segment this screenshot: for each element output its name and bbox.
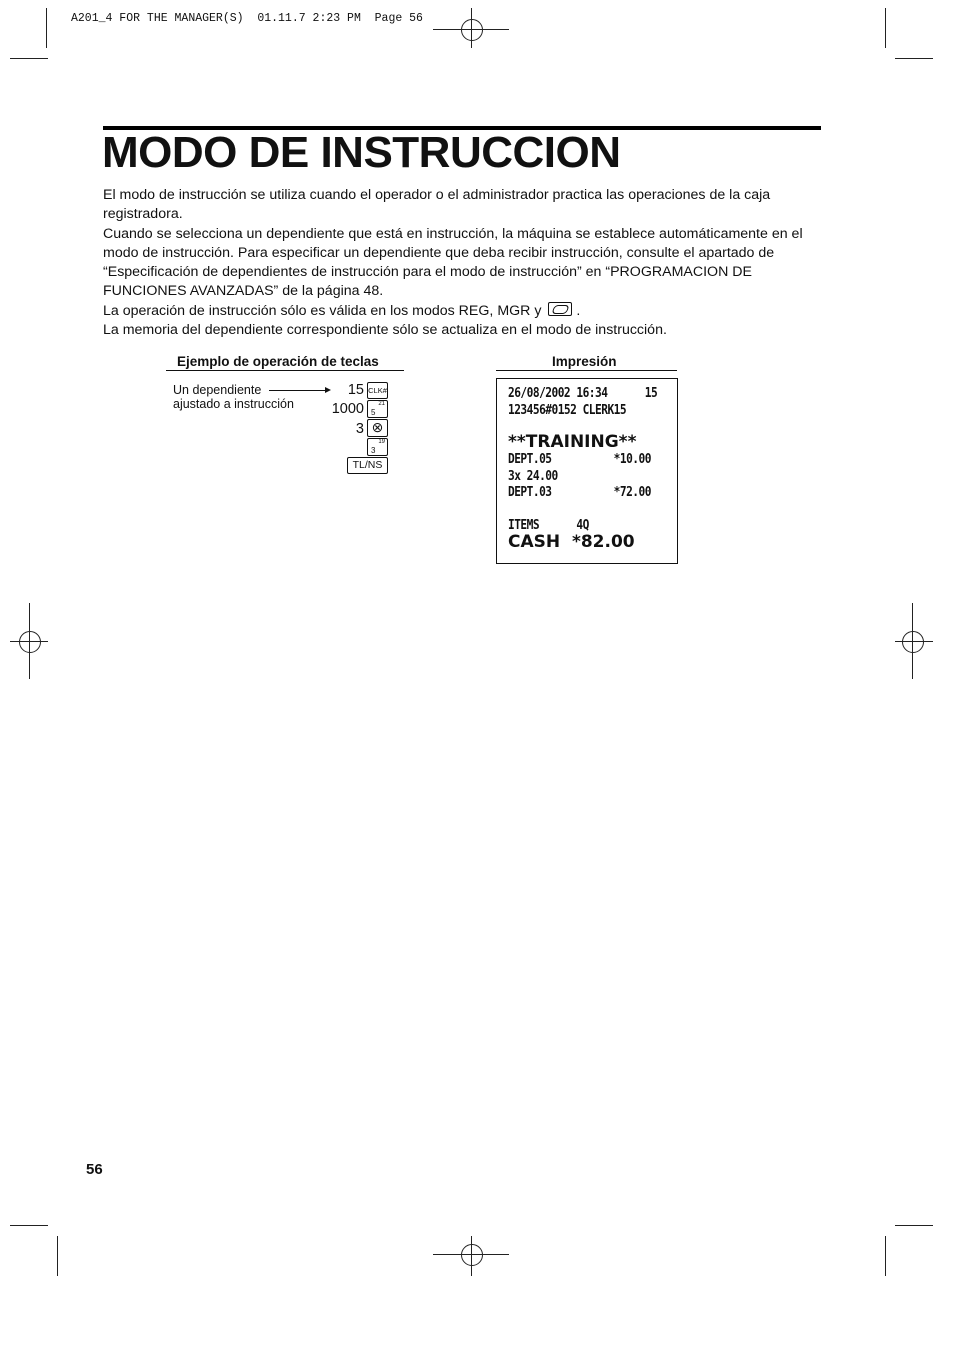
mode-key-icon (548, 302, 572, 316)
receipt-cash-line: CASH *82.00 (508, 532, 635, 552)
receipt-line: ITEMS 4Q (508, 518, 589, 533)
page-number: 56 (86, 1161, 103, 1178)
printout-rule (496, 370, 677, 371)
key-step-number: 3 (355, 421, 364, 437)
page-title: MODO DE INSTRUCCION (102, 128, 621, 177)
key-superscript: 19 (378, 439, 385, 445)
receipt-training-line: **TRAINING** (508, 432, 637, 452)
receipt-line: 123456#0152 CLERK15 (508, 403, 627, 418)
intro-paragraph: El modo de instrucción se utiliza cuando el operador o el administrador practica las operaciones de la caja registradora. (103, 187, 771, 223)
key-example-heading: Ejemplo de operación de teclas (177, 354, 379, 369)
receipt-line: 3x 24.00 (508, 469, 558, 484)
printout-heading: Impresión (552, 354, 617, 369)
crop-mark (885, 8, 886, 48)
crop-mark (57, 1236, 58, 1276)
intro-text-segment: La operación de instrucción sólo es válida en los modos REG, MGR y (103, 302, 542, 319)
key-step-number: 15 (347, 382, 364, 398)
intro-text-segment: . (576, 302, 581, 319)
key-superscript: 21 (378, 401, 385, 407)
registration-mark (461, 19, 483, 41)
intro-paragraph: Cuando se selecciona un dependiente que está en instrucción, la máquina se establece automáticamente en el modo de instrucción. Para especificar un dependiente que deba recibir instrucción, consulte el apartado de “Especificación de dependientes de instrucción para el modo de instrucción” en “PROGRAMACION DE FUNCIONES AVANZADAS” de la página 48. (103, 225, 803, 300)
total-key-icon: TL/NS (347, 457, 388, 474)
print-slug: A201_4 FOR THE MANAGER(S) 01.11.7 2:23 PM Page 56 (71, 12, 423, 25)
crop-mark (895, 58, 933, 59)
receipt-line: DEPT.05 *10.00 (508, 452, 651, 467)
intro-paragraph: La memoria del dependiente correspondiente sólo se actualiza en el modo de instrucción. (103, 322, 667, 339)
clerk-note-line: Un dependiente (173, 383, 262, 397)
receipt-line: 26/08/2002 16:34 15 (508, 386, 658, 401)
receipt (496, 378, 678, 564)
intro-text (103, 186, 823, 340)
dept-key-icon (367, 400, 388, 418)
crop-mark (885, 1236, 886, 1276)
crop-mark (895, 1225, 933, 1226)
multiply-key-icon: ⊗ (367, 419, 388, 437)
clk-key-icon: CLK# (367, 382, 388, 399)
key-main-label: 3 (371, 446, 376, 455)
crop-mark (46, 8, 47, 48)
clerk-note-line: ajustado a instrucción (173, 397, 294, 411)
key-main-label: 5 (371, 408, 376, 417)
intro-paragraph (103, 302, 823, 321)
dept-key-icon (367, 438, 388, 456)
arrow-line (269, 390, 327, 391)
registration-mark (461, 1244, 483, 1266)
clerk-note (173, 383, 294, 411)
registration-mark (902, 631, 924, 653)
crop-mark (10, 1225, 48, 1226)
key-step-number: 1000 (331, 401, 364, 417)
registration-mark (19, 631, 41, 653)
receipt-line: DEPT.03 *72.00 (508, 485, 651, 500)
crop-mark (10, 58, 48, 59)
key-example-rule (166, 370, 404, 371)
